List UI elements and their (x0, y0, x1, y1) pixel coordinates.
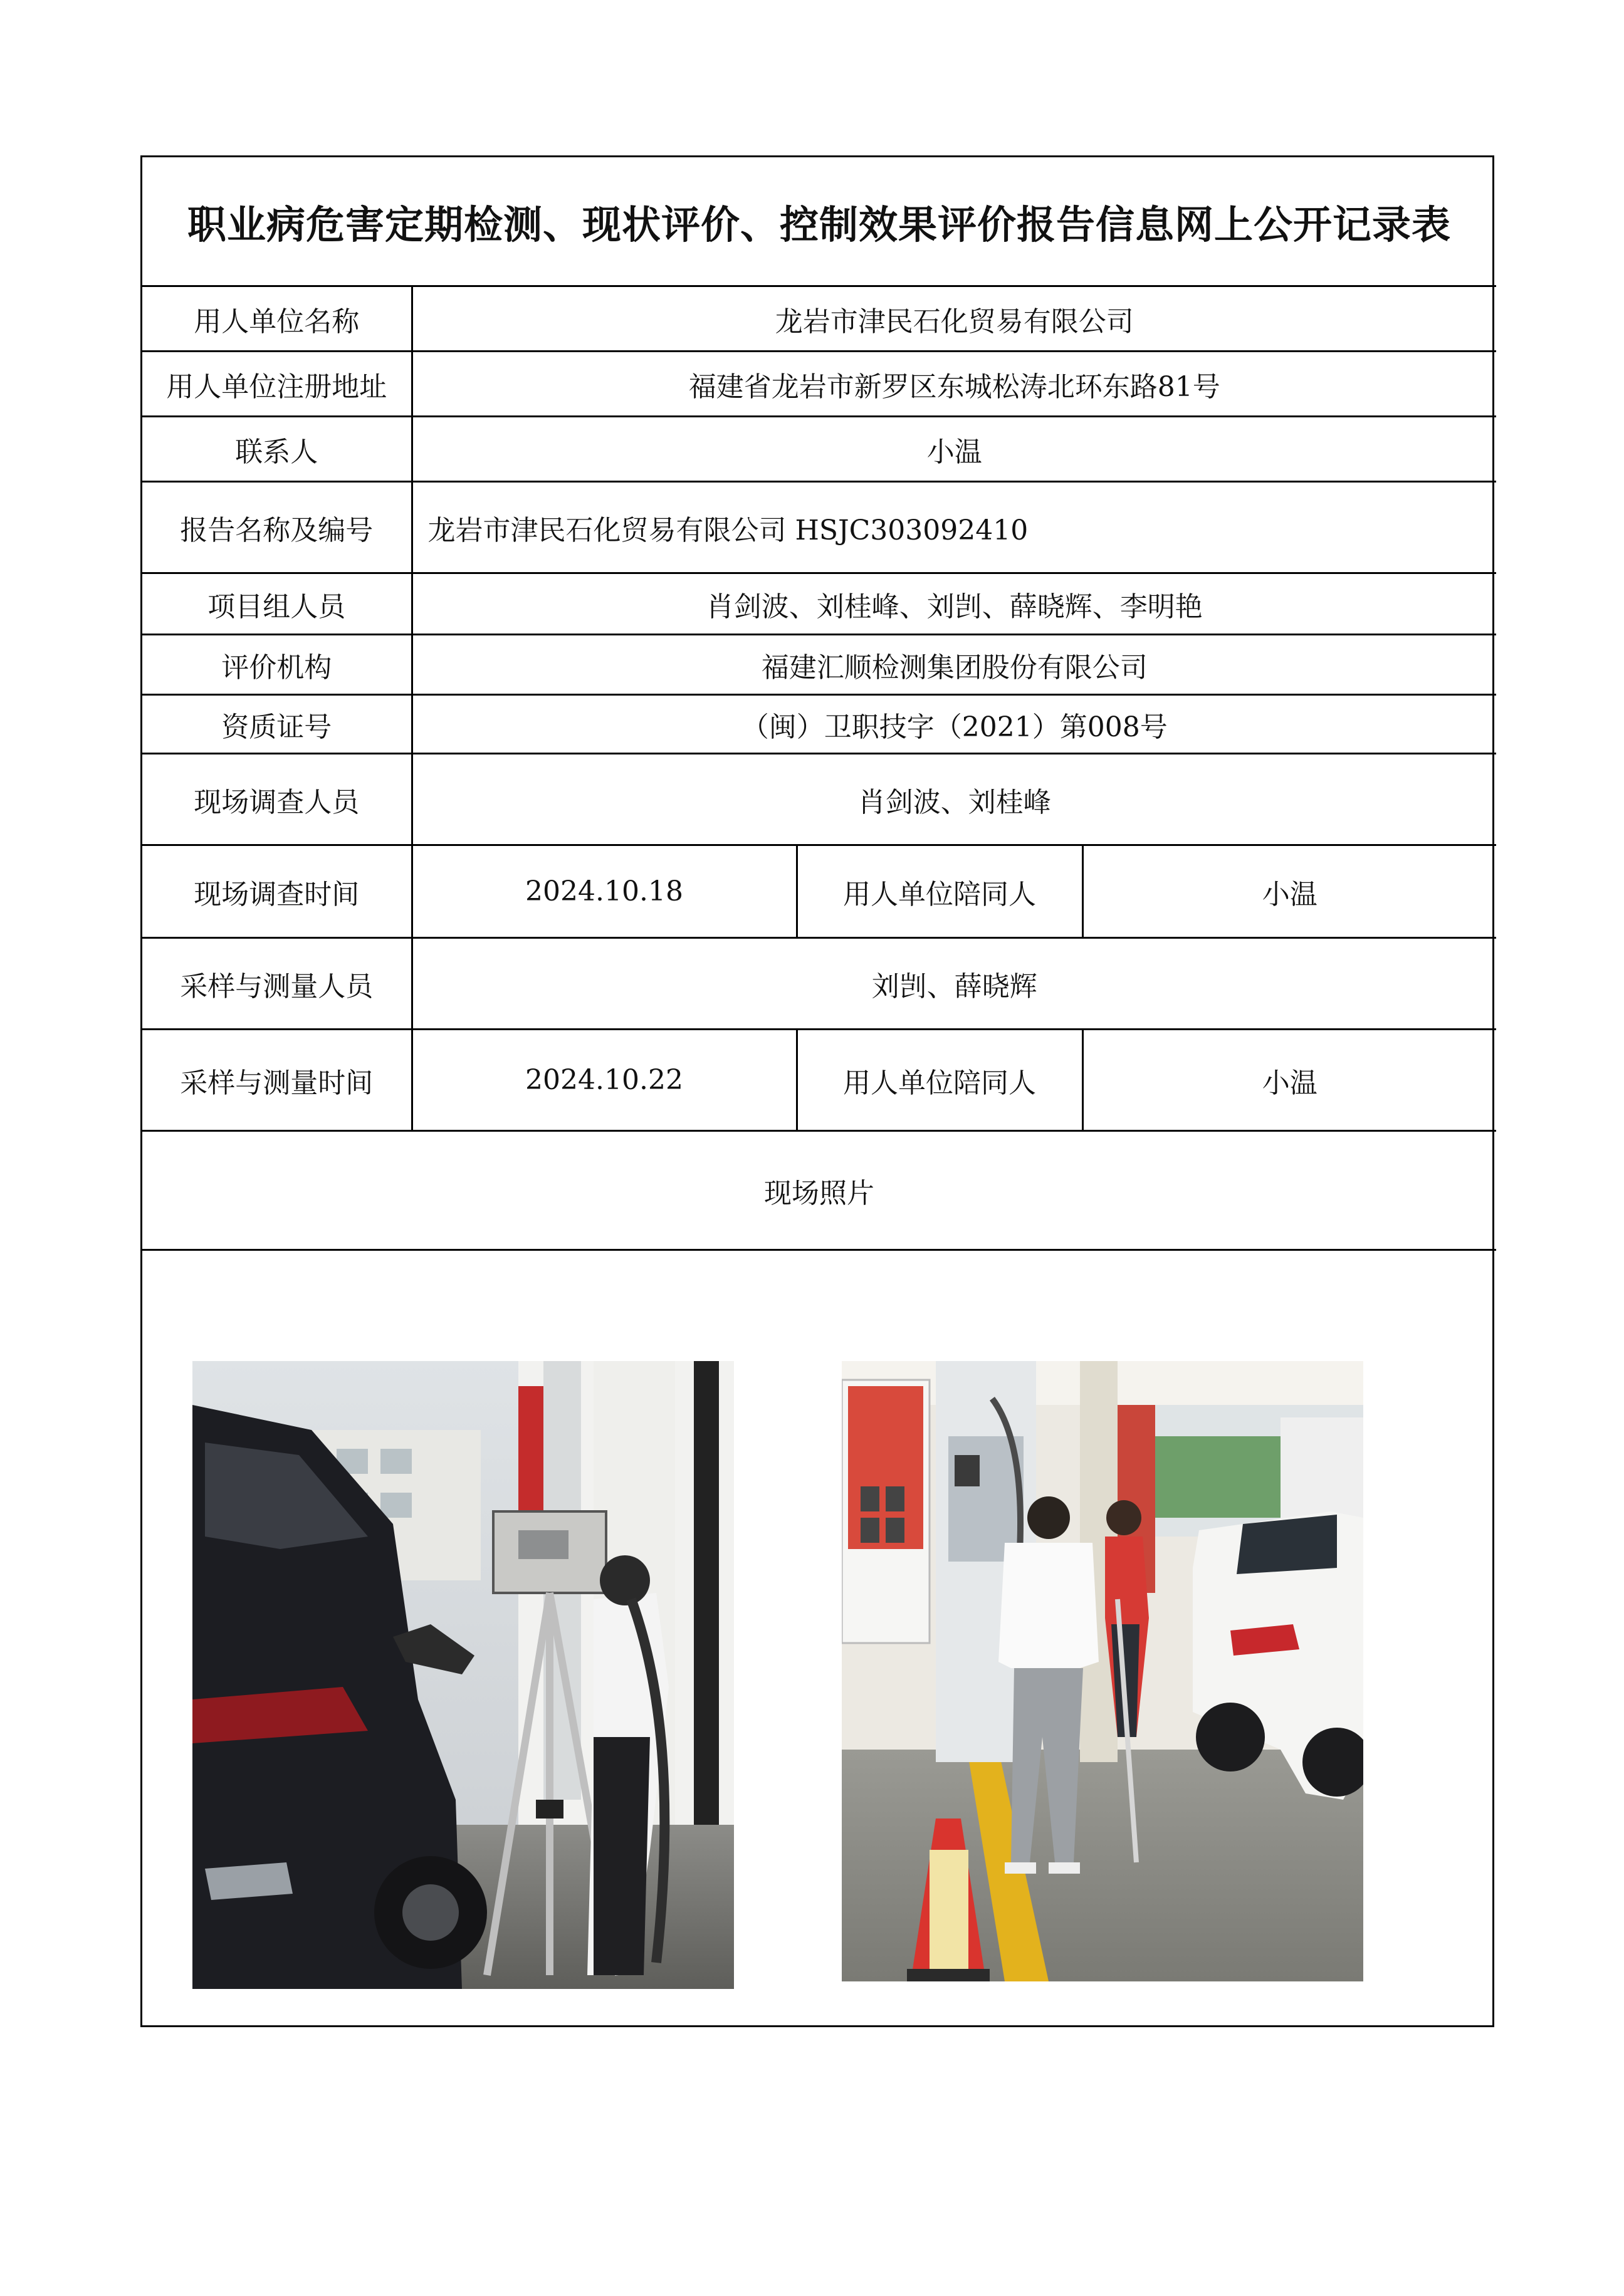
row-sampling-time (142, 1030, 1496, 1131)
disclosure-record-form (140, 155, 1494, 2027)
site-photos (142, 1251, 1496, 2025)
value-qualification-no: （闽）卫职技字（2021）第008号 (412, 695, 1496, 754)
value-sampling-staff: 刘剀、薛晓辉 (412, 938, 1496, 1030)
document-title: 职业病危害定期检测、现状评价、控制效果评价报告信息网上公开记录表 (142, 157, 1496, 286)
value-report-name: 龙岩市津民石化贸易有限公司 HSJC303092410 (412, 482, 1496, 573)
value-contact: 小温 (412, 417, 1496, 482)
row-registered-address (142, 352, 1496, 417)
label-sampling-time: 采样与测量时间 (142, 1030, 412, 1131)
label-site-survey-time: 现场调查时间 (142, 845, 412, 938)
value-site-survey-time: 2024.10.18 (412, 845, 797, 938)
label-project-team: 项目组人员 (142, 573, 412, 635)
row-site-survey-time (142, 845, 1496, 938)
site-photo-left-image (192, 1361, 734, 1989)
row-sampling-staff (142, 938, 1496, 1030)
record-table (142, 157, 1496, 2025)
row-evaluation-agency (142, 635, 1496, 695)
value-sampling-escort: 小温 (1082, 1030, 1496, 1131)
row-site-photos-label (142, 1131, 1496, 1250)
label-sampling-staff: 采样与测量人员 (142, 938, 412, 1030)
value-evaluation-agency: 福建汇顺检测集团股份有限公司 (412, 635, 1496, 695)
label-survey-escort: 用人单位陪同人 (797, 845, 1082, 938)
label-sampling-escort: 用人单位陪同人 (797, 1030, 1082, 1131)
row-employer-name (142, 286, 1496, 352)
site-photo-right (842, 1361, 1363, 1981)
row-project-team (142, 573, 1496, 635)
label-qualification-no: 资质证号 (142, 695, 412, 754)
site-photos-cell (142, 1250, 1496, 2026)
row-contact (142, 417, 1496, 482)
label-registered-address: 用人单位注册地址 (142, 352, 412, 417)
label-site-survey-staff: 现场调查人员 (142, 754, 412, 845)
row-site-photos (142, 1250, 1496, 2026)
row-report-name (142, 482, 1496, 573)
value-site-survey-staff: 肖剑波、刘桂峰 (412, 754, 1496, 845)
value-project-team: 肖剑波、刘桂峰、刘剀、薛晓辉、李明艳 (412, 573, 1496, 635)
value-survey-escort: 小温 (1082, 845, 1496, 938)
label-contact: 联系人 (142, 417, 412, 482)
site-photo-right-image (842, 1361, 1363, 1981)
value-sampling-time: 2024.10.22 (412, 1030, 797, 1131)
value-registered-address: 福建省龙岩市新罗区东城松涛北环东路81号 (412, 352, 1496, 417)
title-row (142, 157, 1496, 286)
label-evaluation-agency: 评价机构 (142, 635, 412, 695)
row-qualification-no (142, 695, 1496, 754)
site-photo-left (192, 1361, 734, 1989)
label-report-name: 报告名称及编号 (142, 482, 412, 573)
site-photos-heading: 现场照片 (142, 1131, 1496, 1250)
row-site-survey-staff (142, 754, 1496, 845)
value-employer-name: 龙岩市津民石化贸易有限公司 (412, 286, 1496, 352)
label-employer-name: 用人单位名称 (142, 286, 412, 352)
